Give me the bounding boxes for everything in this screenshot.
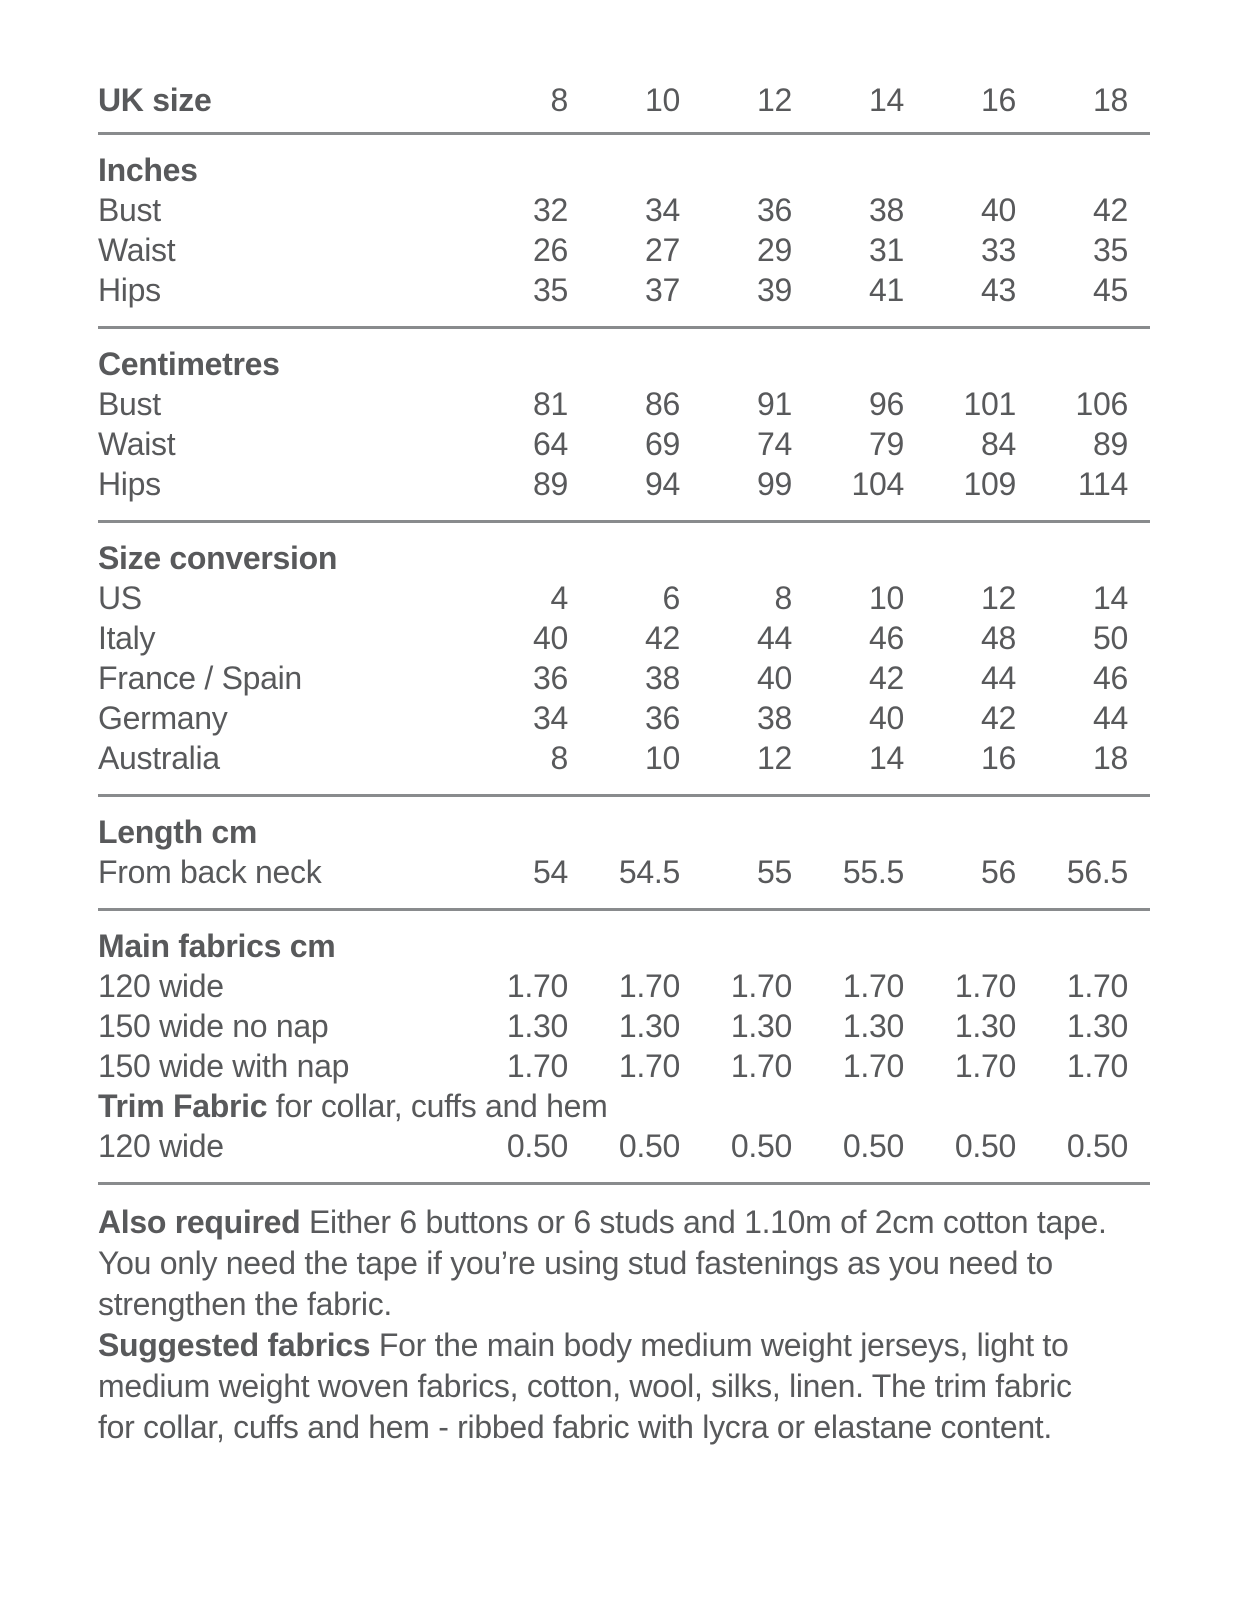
cell-value: 45 <box>1093 272 1128 308</box>
table-row <box>98 658 1150 698</box>
cell-value: 89 <box>533 466 568 502</box>
cell-value: 12 <box>981 580 1016 616</box>
cell-value: 36 <box>645 700 680 736</box>
cell-value: 37 <box>645 272 680 308</box>
row-label: France / Spain <box>98 660 302 696</box>
cell-value: 0.50 <box>842 1128 904 1164</box>
note-paragraph: Also required Either 6 buttons or 6 studs and 1.10m of 2cm cotton tape. You only need the tape if you’re using stud fastenings as you need to strengthen the fabric. <box>98 1204 1107 1322</box>
cell-value: 41 <box>869 272 904 308</box>
uk-size-value: 14 <box>869 82 904 118</box>
cell-value: 84 <box>981 426 1016 462</box>
cell-value: 35 <box>533 272 568 308</box>
row-label: 150 wide with nap <box>98 1048 350 1084</box>
cell-value: 40 <box>757 660 792 696</box>
uk-size-value: 12 <box>757 82 792 118</box>
cell-value: 40 <box>869 700 904 736</box>
cell-value: 36 <box>757 192 792 228</box>
cell-value: 0.50 <box>618 1128 680 1164</box>
cell-value: 0.50 <box>730 1128 792 1164</box>
table-row <box>98 738 1150 778</box>
cell-value: 55 <box>757 854 792 890</box>
uk-size-value: 10 <box>645 82 680 118</box>
cell-value: 1.70 <box>730 1048 792 1084</box>
cell-value: 81 <box>533 386 568 422</box>
cell-value: 1.70 <box>842 1048 904 1084</box>
cell-value: 1.70 <box>954 968 1016 1004</box>
cell-value: 1.70 <box>506 1048 568 1084</box>
cell-value: 10 <box>645 740 680 776</box>
notes <box>98 1185 1150 1448</box>
table-row <box>98 464 1150 504</box>
row-label: From back neck <box>98 854 322 890</box>
cell-value: 42 <box>1093 192 1128 228</box>
cell-value: 42 <box>981 700 1016 736</box>
cell-value: 35 <box>1093 232 1128 268</box>
cell-value: 6 <box>662 580 680 616</box>
section-title: Size conversion <box>98 540 338 576</box>
cell-value: 54 <box>533 854 568 890</box>
cell-value: 33 <box>981 232 1016 268</box>
row-label: Waist <box>98 426 176 462</box>
cell-value: 38 <box>645 660 680 696</box>
trim-fabric-lead: Trim Fabric <box>98 1088 268 1124</box>
section-title: Main fabrics cm <box>98 928 336 964</box>
cell-value: 1.70 <box>1066 968 1128 1004</box>
cell-value: 34 <box>533 700 568 736</box>
cell-value: 32 <box>533 192 568 228</box>
note-lead: Suggested fabrics <box>98 1327 371 1363</box>
table-section <box>98 523 1150 794</box>
table-row <box>98 424 1150 464</box>
section-title: Length cm <box>98 814 258 850</box>
cell-value: 48 <box>981 620 1016 656</box>
cell-value: 1.70 <box>842 968 904 1004</box>
cell-value: 46 <box>869 620 904 656</box>
cell-value: 27 <box>645 232 680 268</box>
table-row <box>98 1046 1150 1086</box>
cell-value: 10 <box>869 580 904 616</box>
cell-value: 36 <box>533 660 568 696</box>
table-row <box>98 698 1150 738</box>
section-title: Inches <box>98 152 198 188</box>
uk-size-value: 18 <box>1093 82 1128 118</box>
table-row <box>98 966 1150 1006</box>
cell-value: 34 <box>645 192 680 228</box>
row-label: Australia <box>98 740 220 776</box>
cell-value: 1.70 <box>618 968 680 1004</box>
cell-value: 44 <box>757 620 792 656</box>
cell-value: 79 <box>869 426 904 462</box>
cell-value: 39 <box>757 272 792 308</box>
cell-value: 94 <box>645 466 680 502</box>
cell-value: 1.30 <box>618 1008 680 1044</box>
row-label: US <box>98 580 142 616</box>
cell-value: 8 <box>550 740 568 776</box>
cell-value: 14 <box>1093 580 1128 616</box>
row-label: Waist <box>98 232 176 268</box>
cell-value: 89 <box>1093 426 1128 462</box>
cell-value: 1.30 <box>730 1008 792 1044</box>
table-section <box>98 911 1150 1182</box>
cell-value: 50 <box>1093 620 1128 656</box>
row-label: Germany <box>98 700 228 736</box>
uk-size-value: 16 <box>981 82 1016 118</box>
cell-value: 99 <box>757 466 792 502</box>
row-label: Italy <box>98 620 156 656</box>
cell-value: 106 <box>1075 386 1128 422</box>
cell-value: 69 <box>645 426 680 462</box>
section-title: Centimetres <box>98 346 280 382</box>
cell-value: 40 <box>533 620 568 656</box>
cell-value: 38 <box>757 700 792 736</box>
cell-value: 104 <box>851 466 904 502</box>
cell-value: 38 <box>869 192 904 228</box>
cell-value: 16 <box>981 740 1016 776</box>
uk-size-value: 8 <box>550 82 568 118</box>
cell-value: 1.70 <box>954 1048 1016 1084</box>
cell-value: 42 <box>869 660 904 696</box>
cell-value: 56 <box>981 854 1016 890</box>
cell-value: 44 <box>981 660 1016 696</box>
cell-value: 74 <box>757 426 792 462</box>
table-row <box>98 190 1150 230</box>
note-lead: Also required <box>98 1204 301 1240</box>
cell-value: 1.30 <box>842 1008 904 1044</box>
table-row <box>98 578 1150 618</box>
cell-value: 101 <box>963 386 1016 422</box>
cell-value: 1.70 <box>1066 1048 1128 1084</box>
cell-value: 55.5 <box>842 854 904 890</box>
cell-value: 64 <box>533 426 568 462</box>
row-label: Bust <box>98 386 161 422</box>
cell-value: 42 <box>645 620 680 656</box>
cell-value: 1.70 <box>730 968 792 1004</box>
table-row <box>98 1006 1150 1046</box>
cell-value: 1.30 <box>506 1008 568 1044</box>
table-row <box>98 618 1150 658</box>
cell-value: 0.50 <box>1066 1128 1128 1164</box>
table-row <box>98 384 1150 424</box>
cell-value: 4 <box>550 580 568 616</box>
cell-value: 14 <box>869 740 904 776</box>
note-paragraph: Suggested fabrics For the main body medium weight jerseys, light to medium weight woven fabrics, cotton, wool, silks, linen. The trim fabric for collar, cuffs and hem - ribbed fabric with lycra or elastane content. <box>98 1327 1072 1445</box>
cell-value: 43 <box>981 272 1016 308</box>
size-chart-page <box>98 0 1150 1448</box>
cell-value: 86 <box>645 386 680 422</box>
row-label: 120 wide <box>98 1128 224 1164</box>
cell-value: 26 <box>533 232 568 268</box>
row-label: Bust <box>98 192 161 228</box>
table-row <box>98 230 1150 270</box>
row-label: Hips <box>98 272 161 308</box>
trim-fabric-note: Trim Fabric for collar, cuffs and hem <box>98 1088 608 1124</box>
cell-value: 1.30 <box>954 1008 1016 1044</box>
uk-size-header-label: UK size <box>98 82 212 118</box>
cell-value: 8 <box>774 580 792 616</box>
cell-value: 40 <box>981 192 1016 228</box>
cell-value: 109 <box>963 466 1016 502</box>
cell-value: 114 <box>1077 466 1128 502</box>
table-row <box>98 1126 1150 1166</box>
cell-value: 46 <box>1093 660 1128 696</box>
cell-value: 31 <box>869 232 904 268</box>
table-row <box>98 852 1150 892</box>
row-label: Hips <box>98 466 161 502</box>
size-table-header <box>98 80 1150 132</box>
table-row <box>98 270 1150 310</box>
table-section <box>98 135 1150 326</box>
cell-value: 29 <box>757 232 792 268</box>
cell-value: 96 <box>869 386 904 422</box>
cell-value: 56.5 <box>1066 854 1128 890</box>
table-section <box>98 797 1150 908</box>
row-label: 120 wide <box>98 968 224 1004</box>
cell-value: 12 <box>757 740 792 776</box>
size-table-body <box>98 132 1150 1182</box>
table-section <box>98 329 1150 520</box>
cell-value: 54.5 <box>618 854 680 890</box>
cell-value: 0.50 <box>506 1128 568 1164</box>
row-label: 150 wide no nap <box>98 1008 329 1044</box>
cell-value: 18 <box>1093 740 1128 776</box>
cell-value: 91 <box>757 386 792 422</box>
cell-value: 1.70 <box>618 1048 680 1084</box>
cell-value: 1.30 <box>1066 1008 1128 1044</box>
cell-value: 1.70 <box>506 968 568 1004</box>
cell-value: 0.50 <box>954 1128 1016 1164</box>
cell-value: 44 <box>1093 700 1128 736</box>
